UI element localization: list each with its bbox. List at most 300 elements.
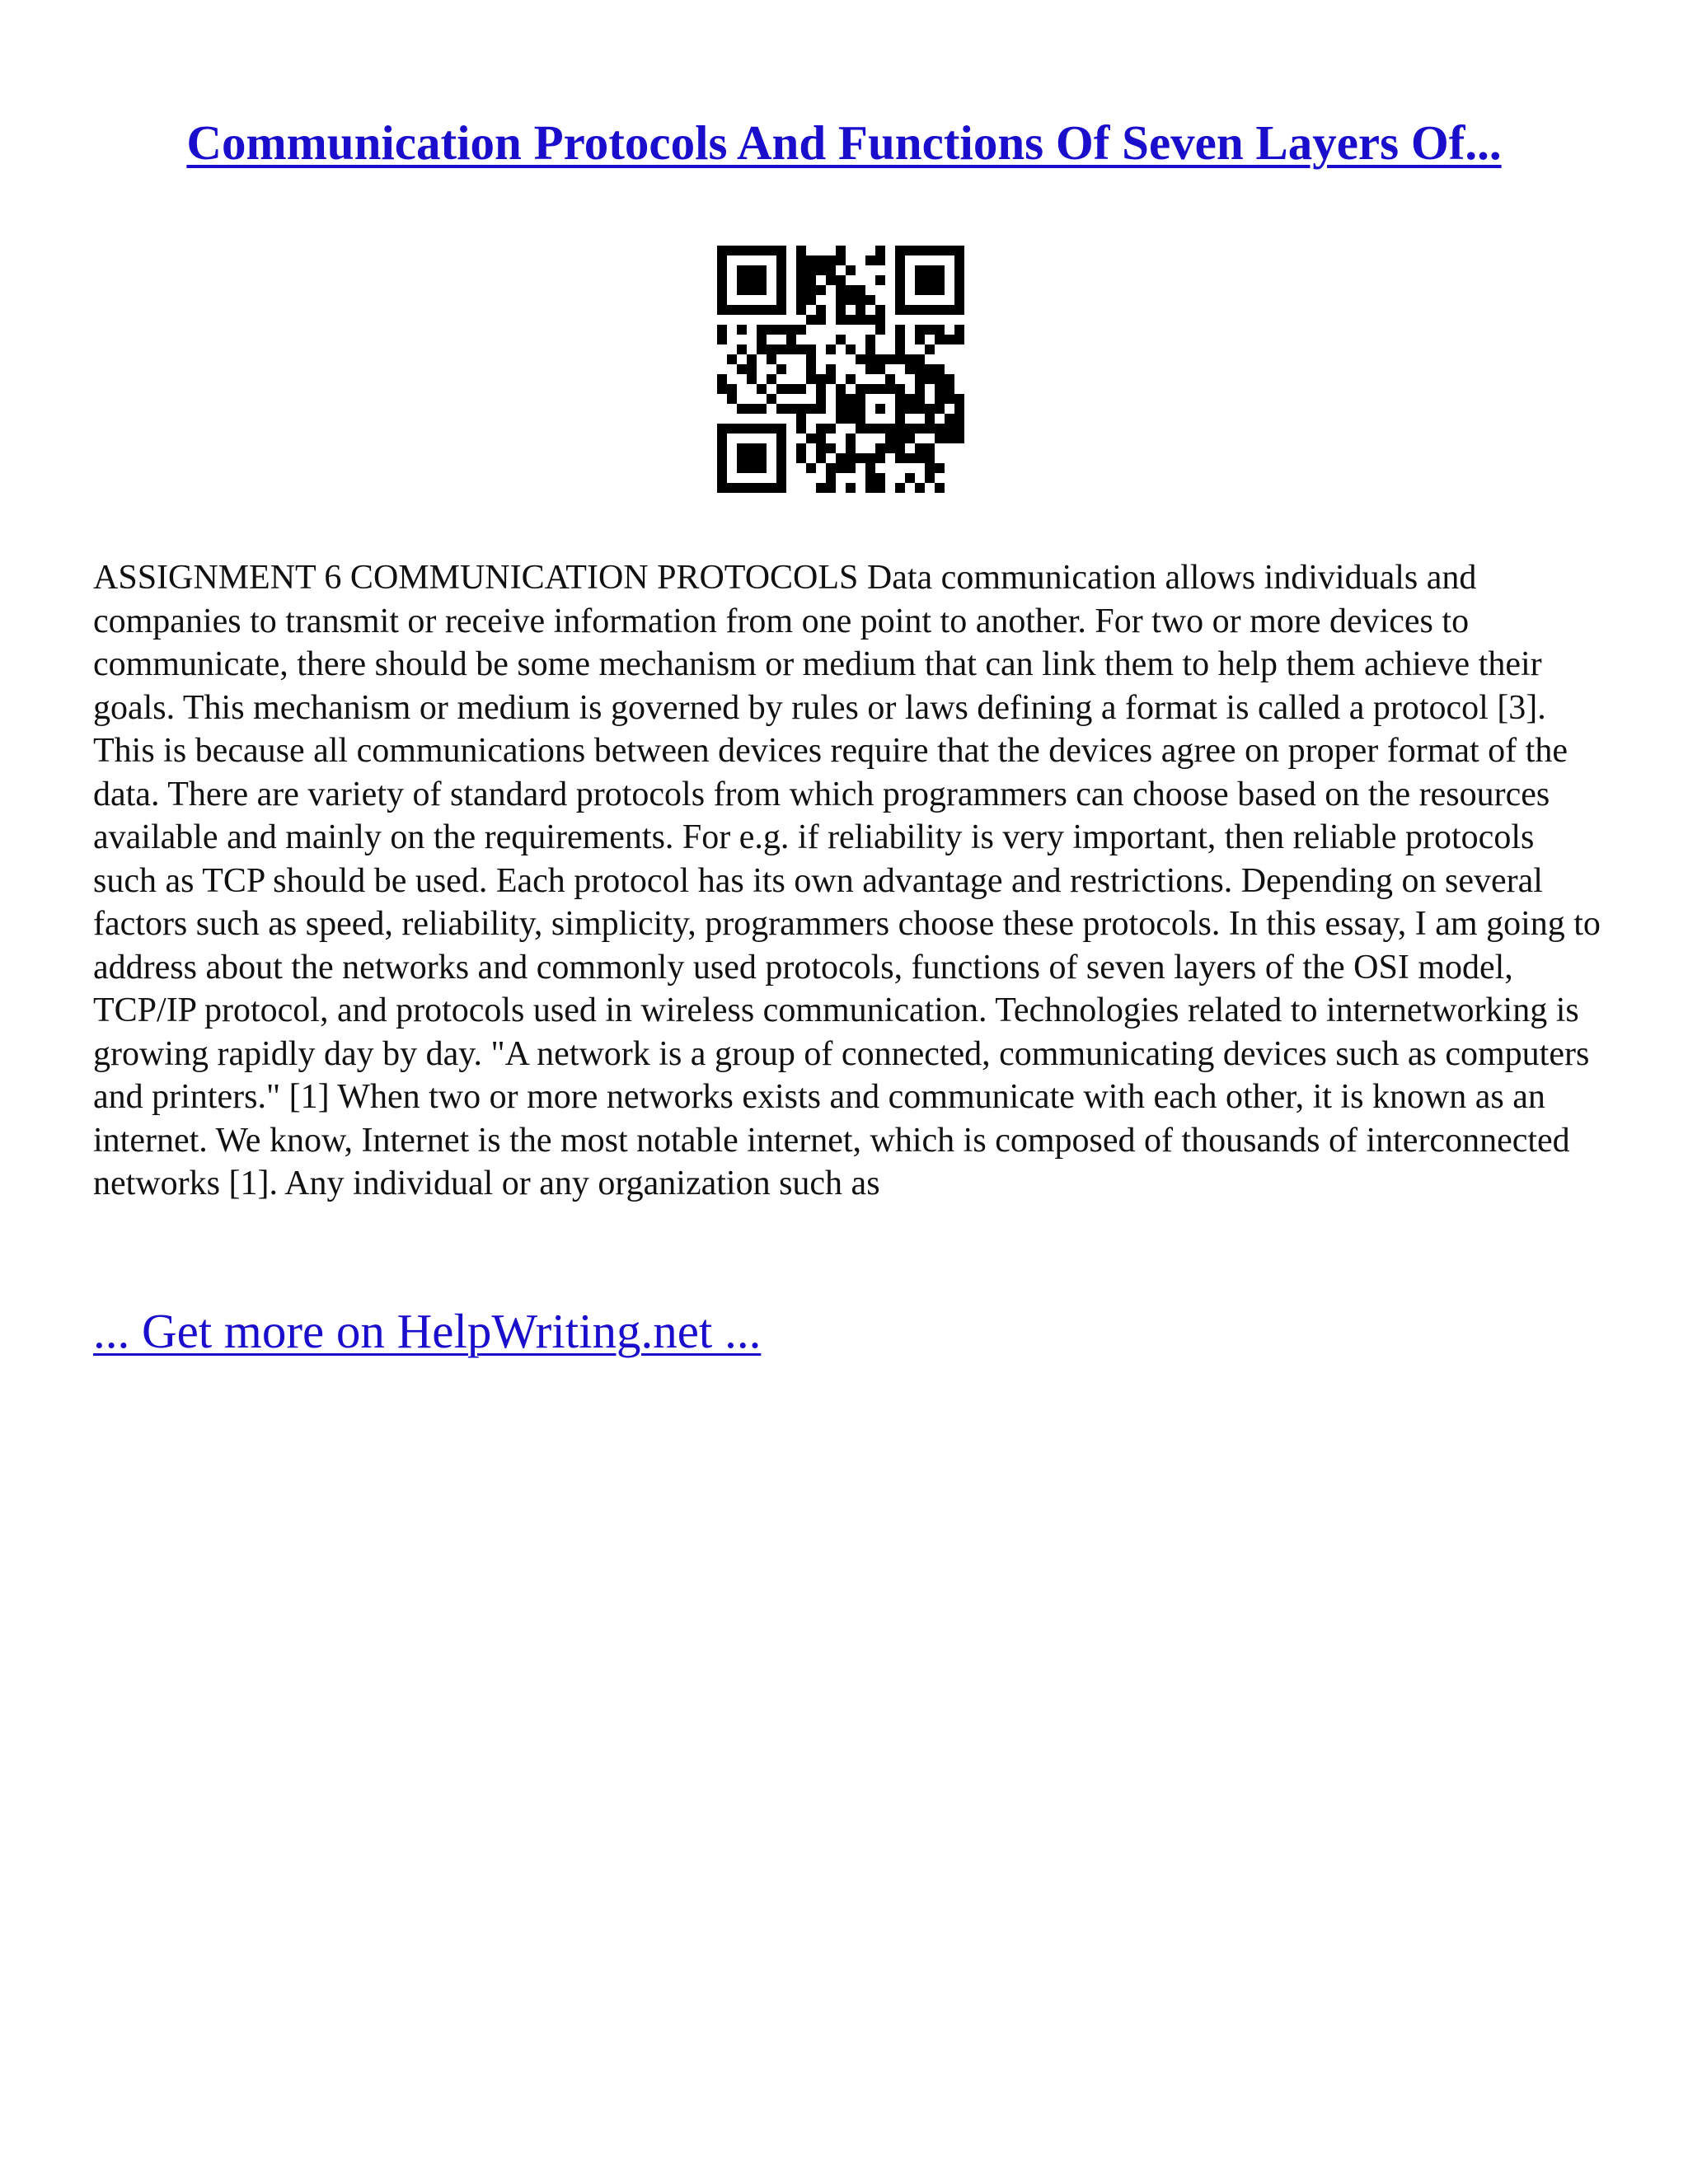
qr-module xyxy=(895,443,905,453)
qr-module xyxy=(776,473,786,483)
qr-module xyxy=(954,295,964,305)
qr-module xyxy=(776,384,786,394)
qr-module xyxy=(826,275,836,285)
qr-module xyxy=(895,434,905,443)
qr-module xyxy=(776,404,786,414)
qr-module xyxy=(885,424,895,434)
qr-module xyxy=(925,364,935,374)
qr-module xyxy=(836,335,846,344)
qr-module xyxy=(935,384,945,394)
qr-module xyxy=(935,335,945,344)
qr-module xyxy=(786,335,796,344)
qr-module xyxy=(954,265,964,275)
qr-module xyxy=(737,246,747,255)
qr-module xyxy=(747,483,757,493)
qr-module xyxy=(905,394,915,404)
qr-module xyxy=(727,424,737,434)
qr-module xyxy=(925,305,935,315)
qr-module xyxy=(836,453,846,463)
qr-module xyxy=(885,443,895,453)
qr-module xyxy=(816,315,826,325)
qr-module xyxy=(737,285,747,295)
qr-module xyxy=(826,483,836,493)
qr-module xyxy=(767,424,776,434)
qr-module xyxy=(747,305,757,315)
qr-module xyxy=(717,255,727,265)
qr-module xyxy=(757,344,767,354)
qr-module xyxy=(717,275,727,285)
qr-module xyxy=(727,305,737,315)
qr-module xyxy=(757,246,767,255)
qr-module xyxy=(776,295,786,305)
qr-module xyxy=(757,463,767,473)
qr-module xyxy=(915,325,925,335)
qr-module xyxy=(875,325,885,335)
qr-module xyxy=(895,384,905,394)
qr-module xyxy=(757,335,767,344)
qr-module xyxy=(796,414,806,424)
qr-module xyxy=(737,443,747,453)
qr-module xyxy=(856,315,865,325)
qr-module xyxy=(865,463,875,473)
qr-module xyxy=(895,335,905,344)
qr-module xyxy=(945,335,954,344)
qr-module xyxy=(856,404,865,414)
qr-module xyxy=(915,404,925,414)
qr-module xyxy=(717,285,727,295)
qr-module xyxy=(826,374,836,384)
qr-module xyxy=(954,414,964,424)
qr-module xyxy=(875,424,885,434)
qr-module xyxy=(717,374,727,384)
qr-module xyxy=(945,305,954,315)
qr-module xyxy=(935,404,945,414)
qr-module xyxy=(816,305,826,315)
qr-module xyxy=(796,265,806,275)
qr-module xyxy=(954,325,964,335)
qr-module xyxy=(836,275,846,285)
qr-module xyxy=(717,246,727,255)
qr-module xyxy=(836,315,846,325)
qr-module xyxy=(796,453,806,463)
qr-module xyxy=(915,354,925,364)
qr-module xyxy=(776,255,786,265)
qr-module xyxy=(915,453,925,463)
qr-module xyxy=(757,285,767,295)
qr-module xyxy=(747,443,757,453)
qr-module xyxy=(737,275,747,285)
qr-module xyxy=(895,354,905,364)
qr-module xyxy=(757,453,767,463)
qr-module xyxy=(954,285,964,295)
qr-module xyxy=(796,443,806,453)
qr-module xyxy=(796,384,806,394)
qr-module xyxy=(727,394,737,404)
qr-module xyxy=(954,275,964,285)
qr-module xyxy=(806,285,816,295)
qr-module xyxy=(865,453,875,463)
qr-module xyxy=(905,305,915,315)
qr-module xyxy=(865,424,875,434)
qr-module xyxy=(895,394,905,404)
qr-module xyxy=(856,414,865,424)
qr-module xyxy=(925,443,935,453)
qr-module xyxy=(925,285,935,295)
qr-module xyxy=(856,305,865,315)
qr-module xyxy=(875,255,885,265)
qr-module xyxy=(717,424,727,434)
qr-module xyxy=(945,424,954,434)
qr-module xyxy=(895,305,905,315)
qr-module xyxy=(776,453,786,463)
qr-module xyxy=(875,473,885,483)
qr-module xyxy=(816,434,826,443)
qr-module xyxy=(945,434,954,443)
qr-module xyxy=(776,305,786,315)
qr-module xyxy=(747,453,757,463)
qr-module xyxy=(776,463,786,473)
qr-module xyxy=(935,285,945,295)
qr-module xyxy=(875,404,885,414)
qr-module xyxy=(717,483,727,493)
qr-module xyxy=(776,344,786,354)
qr-module xyxy=(895,344,905,354)
qr-module xyxy=(925,265,935,275)
qr-module xyxy=(796,295,806,305)
qr-module xyxy=(836,414,846,424)
qr-module xyxy=(865,335,875,344)
qr-module xyxy=(875,275,885,285)
qr-module xyxy=(796,325,806,335)
qr-module xyxy=(806,404,816,414)
qr-module xyxy=(945,384,954,394)
qr-module xyxy=(895,246,905,255)
qr-module xyxy=(826,463,836,473)
qr-module xyxy=(767,246,776,255)
qr-module xyxy=(885,384,895,394)
qr-module xyxy=(865,354,875,364)
qr-module xyxy=(935,434,945,443)
qr-module xyxy=(875,354,885,364)
qr-module xyxy=(935,374,945,384)
qr-module xyxy=(935,275,945,285)
qr-module xyxy=(905,404,915,414)
qr-module xyxy=(925,414,935,424)
qr-module xyxy=(806,354,816,364)
qr-module xyxy=(846,265,856,275)
qr-module xyxy=(767,394,776,404)
qr-module xyxy=(935,394,945,404)
qr-module xyxy=(856,424,865,434)
qr-module xyxy=(747,275,757,285)
qr-module xyxy=(717,463,727,473)
qr-module xyxy=(925,424,935,434)
qr-module xyxy=(875,246,885,255)
qr-module xyxy=(915,384,925,394)
qr-module xyxy=(786,404,796,414)
qr-module xyxy=(717,295,727,305)
qr-module xyxy=(757,275,767,285)
qr-module xyxy=(836,384,846,394)
qr-module xyxy=(737,305,747,315)
qr-module xyxy=(846,315,856,325)
qr-module xyxy=(935,265,945,275)
qr-module xyxy=(806,255,816,265)
qr-module xyxy=(925,404,935,414)
qr-module xyxy=(875,483,885,493)
qr-module xyxy=(945,394,954,404)
qr-module xyxy=(865,473,875,483)
qr-module xyxy=(954,434,964,443)
qr-module xyxy=(737,364,747,374)
qr-module xyxy=(895,483,905,493)
qr-module xyxy=(806,374,816,384)
qr-module xyxy=(717,305,727,315)
qr-module xyxy=(945,414,954,424)
qr-module xyxy=(925,463,935,473)
qr-module xyxy=(915,285,925,295)
qr-module xyxy=(895,255,905,265)
qr-module xyxy=(757,384,767,394)
qr-module xyxy=(875,315,885,325)
qr-module xyxy=(895,414,905,424)
qr-module xyxy=(954,394,964,404)
qr-module xyxy=(935,463,945,473)
qr-module xyxy=(836,305,846,315)
qr-module xyxy=(954,246,964,255)
qr-module xyxy=(776,364,786,374)
qr-module xyxy=(757,325,767,335)
qr-module xyxy=(875,305,885,315)
qr-module xyxy=(737,325,747,335)
qr-module xyxy=(717,384,727,394)
qr-module xyxy=(915,275,925,285)
qr-module xyxy=(767,374,776,384)
qr-module xyxy=(776,265,786,275)
qr-module xyxy=(915,364,925,374)
qr-module xyxy=(836,295,846,305)
qr-module xyxy=(767,344,776,354)
qr-module xyxy=(816,285,826,295)
qr-module xyxy=(826,344,836,354)
qr-module xyxy=(786,344,796,354)
qr-module xyxy=(816,404,826,414)
qr-module xyxy=(935,246,945,255)
qr-module xyxy=(767,305,776,315)
qr-module xyxy=(954,255,964,265)
qr-module xyxy=(776,285,786,295)
qr-module xyxy=(935,424,945,434)
qr-module xyxy=(925,473,935,483)
qr-module xyxy=(915,443,925,453)
qr-module xyxy=(786,384,796,394)
qr-module xyxy=(925,344,935,354)
qr-module xyxy=(846,414,856,424)
qr-module xyxy=(806,295,816,305)
qr-module xyxy=(826,265,836,275)
qr-module xyxy=(915,394,925,404)
qr-module xyxy=(747,424,757,434)
qr-module xyxy=(846,344,856,354)
qr-module xyxy=(747,374,757,384)
qr-module xyxy=(816,265,826,275)
qr-module xyxy=(905,246,915,255)
qr-module xyxy=(954,335,964,344)
qr-module xyxy=(737,404,747,414)
qr-module xyxy=(836,394,846,404)
qr-module xyxy=(935,364,945,374)
qr-module xyxy=(816,453,826,463)
qr-module xyxy=(846,443,856,453)
qr-module xyxy=(915,483,925,493)
qr-module xyxy=(757,424,767,434)
qr-module xyxy=(816,255,826,265)
qr-module xyxy=(846,404,856,414)
qr-module xyxy=(796,246,806,255)
qr-module xyxy=(727,384,737,394)
qr-module xyxy=(875,443,885,453)
qr-module xyxy=(895,453,905,463)
qr-module xyxy=(786,325,796,335)
qr-module xyxy=(915,305,925,315)
qr-module xyxy=(806,265,816,275)
qr-module xyxy=(954,305,964,315)
document-body-text: ASSIGNMENT 6 COMMUNICATION PROTOCOLS Data communication allows individuals and companies to transmit or receive information from one point to another. For two or more devices to communicate, there should be some mechanism or medium that can link them to help them achieve their goals. This mechanism or medium is governed by rules or laws defining a format is called a protocol [3]. This is because all communications between devices require that the devices agree on proper format of the data. There are variety of standard protocols from which programmers can choose based on the resources available and mainly on the requirements. For e.g. if reliability is very important, then reliable protocols such as TCP should be used. Each protocol has its own advantage and restrictions. Depending on several factors such as speed, reliability, simplicity, programmers choose these protocols. In this essay, I am going to address about the networks and commonly used protocols, functions of seven layers of the OSI model, TCP/IP protocol, and protocols used in wireless communication. Technologies related to internetworking is growing rapidly day by day. "A network is a group of connected, communicating devices such as computers and printers." [1] When two or more networks exists and communicate with each other, it is known as an internet. We know, Internet is the most notable internet, which is composed of thousands of interconnected networks [1]. Any individual or any organization such as xyxy=(93,559,1601,1202)
qr-module xyxy=(856,354,865,364)
qr-module xyxy=(856,285,865,295)
qr-module xyxy=(846,394,856,404)
qr-module xyxy=(954,424,964,434)
qr-module xyxy=(747,354,757,364)
qr-module xyxy=(856,453,865,463)
qr-module xyxy=(895,265,905,275)
qr-module xyxy=(757,265,767,275)
qr-module xyxy=(856,384,865,394)
qr-module xyxy=(767,325,776,335)
qr-module xyxy=(846,285,856,295)
qr-module xyxy=(717,443,727,453)
qr-module xyxy=(836,404,846,414)
qr-module xyxy=(925,374,935,384)
qr-module xyxy=(816,424,826,434)
qr-module xyxy=(836,255,846,265)
qr-module xyxy=(737,344,747,354)
qr-code-icon xyxy=(717,246,964,493)
qr-module xyxy=(796,404,806,414)
qr-module xyxy=(865,295,875,305)
qr-module xyxy=(905,424,915,434)
qr-module xyxy=(747,285,757,295)
qr-module xyxy=(915,246,925,255)
qr-module xyxy=(856,394,865,404)
qr-module xyxy=(846,295,856,305)
qr-module xyxy=(806,315,816,325)
qr-module xyxy=(776,275,786,285)
qr-module xyxy=(816,483,826,493)
qr-module xyxy=(717,335,727,344)
get-more-link[interactable]: ... Get more on HelpWriting.net ... xyxy=(93,1304,762,1358)
qr-module xyxy=(796,275,806,285)
qr-module xyxy=(895,285,905,295)
qr-module xyxy=(767,354,776,364)
qr-module xyxy=(737,483,747,493)
qr-module xyxy=(816,394,826,404)
qr-module xyxy=(816,374,826,384)
qr-module xyxy=(776,424,786,434)
qr-module xyxy=(816,384,826,394)
qr-module xyxy=(826,255,836,265)
qr-module xyxy=(846,374,856,384)
qr-module xyxy=(925,325,935,335)
qr-module xyxy=(895,424,905,434)
qr-module xyxy=(717,473,727,483)
qr-module xyxy=(806,275,816,285)
qr-module xyxy=(816,443,826,453)
qr-module xyxy=(905,453,915,463)
qr-module xyxy=(747,265,757,275)
qr-module xyxy=(954,404,964,414)
qr-module xyxy=(905,364,915,374)
qr-module xyxy=(757,404,767,414)
qr-module xyxy=(885,374,895,384)
qr-module xyxy=(865,384,875,394)
qr-module xyxy=(875,384,885,394)
qr-module xyxy=(826,443,836,453)
qr-module xyxy=(915,374,925,384)
qr-module xyxy=(875,364,885,374)
qr-module xyxy=(796,344,806,354)
qr-module xyxy=(905,354,915,364)
qr-module xyxy=(796,305,806,315)
qr-module xyxy=(796,285,806,295)
qr-module xyxy=(925,453,935,463)
qr-module xyxy=(935,483,945,493)
qr-module xyxy=(865,315,875,325)
qr-module xyxy=(836,463,846,473)
qr-module xyxy=(767,483,776,493)
qr-module xyxy=(806,434,816,443)
qr-module xyxy=(945,246,954,255)
qr-module xyxy=(846,453,856,463)
qr-module xyxy=(836,285,846,295)
qr-module xyxy=(895,404,905,414)
qr-module xyxy=(925,275,935,285)
qr-module xyxy=(747,404,757,414)
qr-module xyxy=(846,434,856,443)
qr-module xyxy=(796,424,806,434)
qr-module xyxy=(737,453,747,463)
qr-module xyxy=(895,295,905,305)
qr-module xyxy=(856,295,865,305)
qr-module xyxy=(737,463,747,473)
qr-module xyxy=(865,255,875,265)
qr-module xyxy=(925,246,935,255)
qr-module xyxy=(717,325,727,335)
qr-module xyxy=(905,434,915,443)
qr-module xyxy=(836,246,846,255)
qr-module xyxy=(885,434,895,443)
qr-module xyxy=(776,325,786,335)
qr-module xyxy=(806,364,816,374)
document-title-link[interactable]: Communication Protocols And Functions Of Seven Layers Of... xyxy=(186,115,1502,170)
qr-module xyxy=(717,434,727,443)
qr-module xyxy=(846,483,856,493)
qr-module xyxy=(865,344,875,354)
qr-module xyxy=(885,354,895,364)
qr-module xyxy=(776,483,786,493)
qr-module xyxy=(796,255,806,265)
qr-module xyxy=(875,453,885,463)
